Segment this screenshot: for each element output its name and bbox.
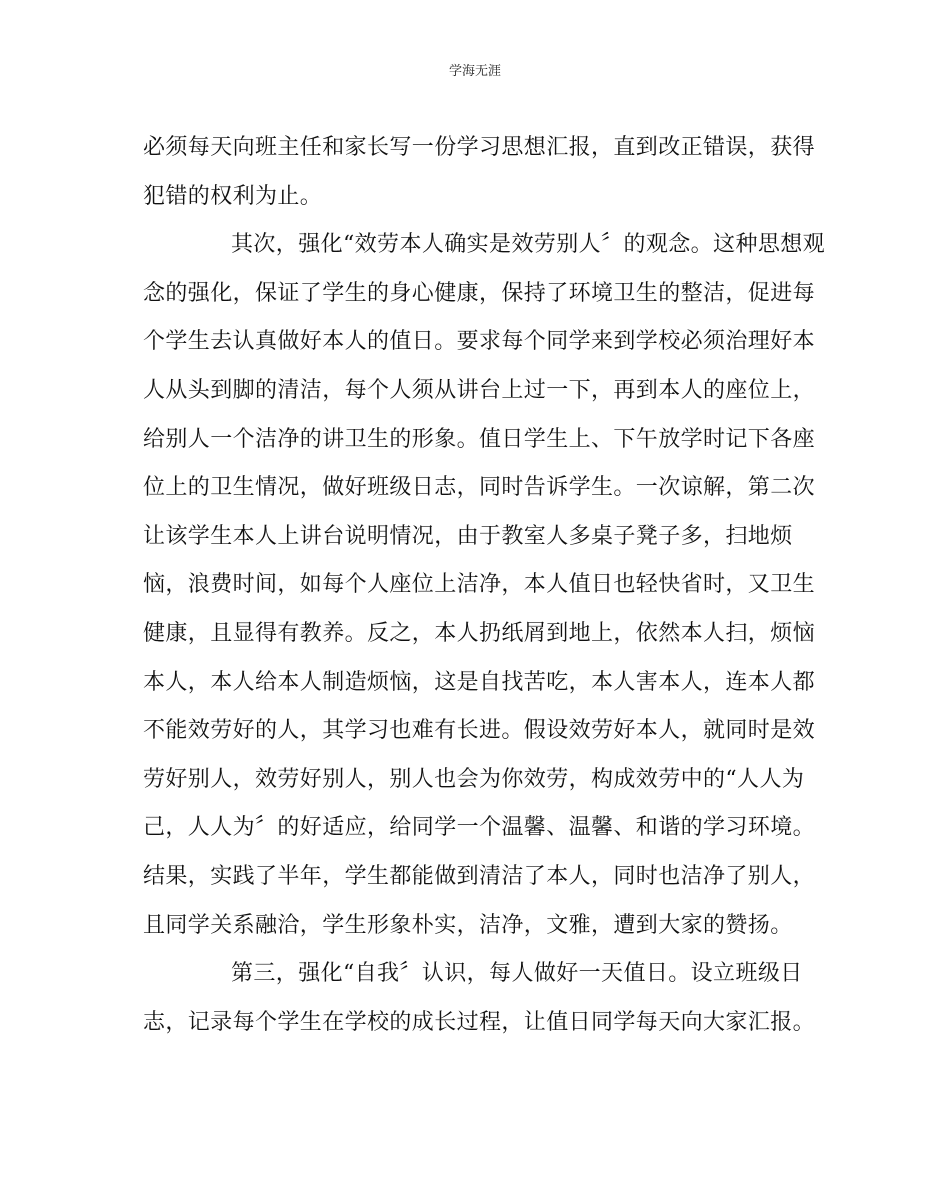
paragraph-start-line: 第三，强化“自我〞认识，每人做好一天值日。设立班级日 bbox=[231, 961, 803, 987]
text-line: 念的强化，保证了学生的身心健康，保持了环境卫生的整洁，促进每 bbox=[143, 280, 816, 306]
text-line: 犯错的权利为止。 bbox=[143, 183, 323, 209]
text-line: 位上的卫生情况，做好班级日志，同时告诉学生。一次谅解，第二次 bbox=[143, 475, 816, 501]
text-line: 己，人人为〞的好适应，给同学一个温馨、温馨、和谐的学习环境。 bbox=[143, 815, 816, 841]
page-header: 学海无涯 bbox=[448, 64, 501, 79]
text-line: 人从头到脚的清洁，每个人须从讲台上过一下，再到本人的座位上， bbox=[143, 377, 816, 403]
text-line: 个学生去认真做好本人的值日。要求每个同学来到学校必须治理好本 bbox=[143, 329, 816, 355]
text-line: 让该学生本人上讲台说明情况，由于教室人多桌子凳子多，扫地烦 bbox=[143, 523, 793, 549]
text-line: 本人，本人给本人制造烦恼，这是自找苦吃，本人害本人，连本人都 bbox=[143, 669, 816, 695]
text-line: 劳好别人，效劳好别人，别人也会为你效劳，构成效劳中的“人人为 bbox=[143, 766, 805, 792]
text-line: 不能效劳好的人，其学习也难有长进。假设效劳好本人，就同时是效 bbox=[143, 718, 816, 744]
paragraph-start-line: 其次，强化“效劳本人确实是效劳别人〞的观念。这种思想观 bbox=[231, 232, 826, 258]
text-line: 志，记录每个学生在学校的成长过程，让值日同学每天向大家汇报。 bbox=[143, 1009, 816, 1035]
text-line: 健康，且显得有教养。反之，本人扔纸屑到地上，依然本人扫，烦恼 bbox=[143, 620, 816, 646]
text-line: 且同学关系融洽，学生形象朴实，洁净，文雅，遭到大家的赞扬。 bbox=[143, 912, 793, 938]
text-line: 恼，浪费时间，如每个人座位上洁净，本人值日也轻快省时，又卫生 bbox=[143, 572, 816, 598]
document-body bbox=[143, 124, 826, 1047]
text-line: 必须每天向班主任和家长写一份学习思想汇报，直到改正错误，获得 bbox=[143, 135, 816, 160]
text-line: 结果，实践了半年，学生都能做到清洁了本人，同时也洁净了别人， bbox=[143, 863, 816, 889]
text-line: 给别人一个洁净的讲卫生的形象。值日学生上、下午放学时记下各座 bbox=[143, 426, 816, 452]
